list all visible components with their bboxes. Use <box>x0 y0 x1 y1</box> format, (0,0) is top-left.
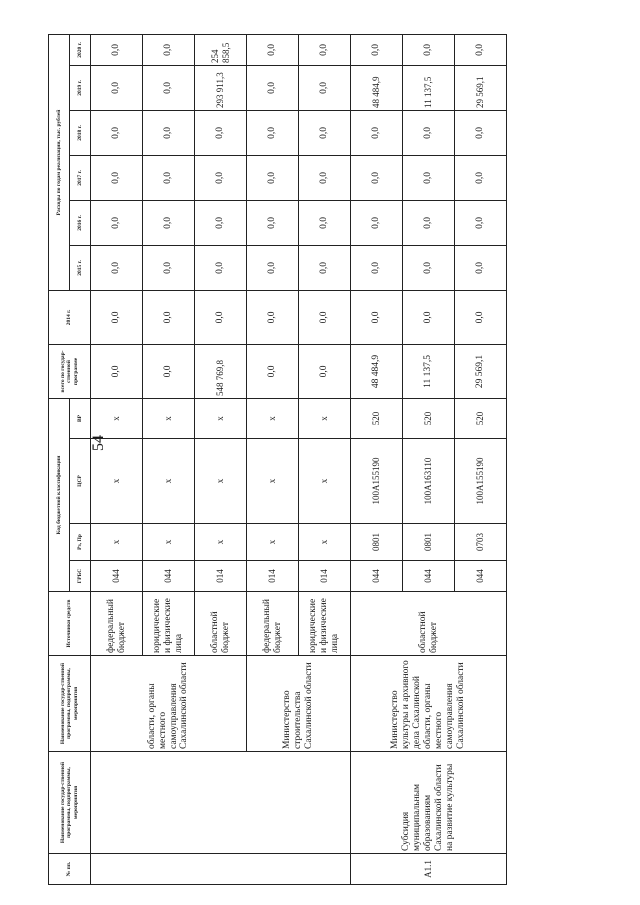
header-year-2014: 2014 г. <box>49 290 91 344</box>
rzpr-cell: x <box>195 524 247 561</box>
year-2016-cell: 0,0 <box>403 200 455 245</box>
year-2014-cell: 0,0 <box>143 290 195 344</box>
funding-source-cell: областной бюджет <box>195 592 247 656</box>
rzpr-cell: 0703 <box>455 524 507 561</box>
csr-cell: 100A155190 <box>351 439 403 524</box>
header-number: № пп. <box>49 854 91 885</box>
year-2015-cell: 0,0 <box>351 245 403 290</box>
year-2016-cell: 0,0 <box>91 200 143 245</box>
total-cell: 548 769,8 <box>195 344 247 398</box>
row-number: A1.1 <box>351 854 507 885</box>
year-2019-cell: 29 569,1 <box>455 65 507 110</box>
year-2014-cell: 0,0 <box>351 290 403 344</box>
year-2018-cell: 0,0 <box>299 110 351 155</box>
total-cell: 0,0 <box>143 344 195 398</box>
year-2020-cell: 0,0 <box>351 34 403 65</box>
header-vr: ВР <box>70 398 91 438</box>
funding-source-cell: юридические и физические лица <box>299 592 351 656</box>
year-2016-cell: 0,0 <box>247 200 299 245</box>
rzpr-cell: 0801 <box>403 524 455 561</box>
year-2018-cell: 0,0 <box>91 110 143 155</box>
csr-cell: x <box>247 439 299 524</box>
year-2014-cell: 0,0 <box>195 290 247 344</box>
year-2016-cell: 0,0 <box>455 200 507 245</box>
vr-cell: x <box>299 398 351 438</box>
year-2015-cell: 0,0 <box>299 245 351 290</box>
year-2014-cell: 0,0 <box>91 290 143 344</box>
rzpr-cell: x <box>143 524 195 561</box>
vr-cell: x <box>195 398 247 438</box>
year-2015-cell: 0,0 <box>143 245 195 290</box>
year-2019-cell: 48 484,9 <box>351 65 403 110</box>
year-2019-cell: 0,0 <box>91 65 143 110</box>
year-2016-cell: 0,0 <box>195 200 247 245</box>
header-year-2019: 2019 г. <box>70 65 91 110</box>
csr-cell: 100A163110 <box>403 439 455 524</box>
table-row <box>351 34 403 884</box>
year-2018-cell: 0,0 <box>351 110 403 155</box>
header-program-name: Наименование государ-ственной программы, подпрограммы, мероприятия <box>49 752 91 854</box>
program-name-cell <box>91 752 351 854</box>
header-year-2016: 2016 г. <box>70 200 91 245</box>
year-2019-cell: 0,0 <box>247 65 299 110</box>
rzpr-cell: x <box>91 524 143 561</box>
total-cell: 29 569,1 <box>455 344 507 398</box>
year-2019-cell: 0,0 <box>299 65 351 110</box>
grbs-cell: 044 <box>403 561 455 592</box>
grbs-cell: 014 <box>247 561 299 592</box>
year-2018-cell: 0,0 <box>455 110 507 155</box>
year-2019-cell: 293 911,3 <box>195 65 247 110</box>
year-2017-cell: 0,0 <box>351 155 403 200</box>
total-cell: 48 484,9 <box>351 344 403 398</box>
header-grbs: ГРБС <box>70 561 91 592</box>
csr-cell: x <box>91 439 143 524</box>
rotated-page <box>48 42 592 885</box>
year-2020-cell: 0,0 <box>455 34 507 65</box>
total-cell: 0,0 <box>247 344 299 398</box>
budget-table <box>48 34 507 885</box>
header-budget-classification: Код бюджетной классификации <box>49 398 70 591</box>
executor-cell: Министерство строительства Сахалинской области <box>247 656 351 752</box>
grbs-cell: 044 <box>143 561 195 592</box>
header-year-2017: 2017 г. <box>70 155 91 200</box>
csr-cell: x <box>299 439 351 524</box>
grbs-cell: 044 <box>351 561 403 592</box>
year-2017-cell: 0,0 <box>143 155 195 200</box>
year-2016-cell: 0,0 <box>143 200 195 245</box>
year-2020-cell: 0,0 <box>403 34 455 65</box>
header-rzpr: Рз, Пр <box>70 524 91 561</box>
year-2014-cell: 0,0 <box>247 290 299 344</box>
total-cell: 11 137,5 <box>403 344 455 398</box>
year-2017-cell: 0,0 <box>195 155 247 200</box>
header-year-2020: 2020 г. <box>70 34 91 65</box>
year-2017-cell: 0,0 <box>247 155 299 200</box>
year-2018-cell: 0,0 <box>195 110 247 155</box>
table-row <box>91 34 143 884</box>
year-2018-cell: 0,0 <box>143 110 195 155</box>
year-2020-cell: 0,0 <box>143 34 195 65</box>
grbs-cell: 044 <box>455 561 507 592</box>
header-year-2018: 2018 г. <box>70 110 91 155</box>
year-2020-cell: 0,0 <box>299 34 351 65</box>
year-2018-cell: 0,0 <box>403 110 455 155</box>
header-year-2015: 2015 г. <box>70 245 91 290</box>
year-2017-cell: 0,0 <box>403 155 455 200</box>
vr-cell: x <box>143 398 195 438</box>
funding-source-cell: федеральный бюджет <box>91 592 143 656</box>
header-executor: Наименование государ-ственной программы, подпрограммы, мероприятия <box>49 656 91 752</box>
grbs-cell: 014 <box>195 561 247 592</box>
year-2017-cell: 0,0 <box>455 155 507 200</box>
executor-cell: области, органы местного самоуправления Сахалинской области <box>91 656 247 752</box>
funding-source-cell: федеральный бюджет <box>247 592 299 656</box>
year-2017-cell: 0,0 <box>91 155 143 200</box>
header-csr: ЦСР <box>70 439 91 524</box>
vr-cell: x <box>91 398 143 438</box>
csr-cell: x <box>195 439 247 524</box>
grbs-cell: 014 <box>299 561 351 592</box>
vr-cell: 520 <box>403 398 455 438</box>
year-2017-cell: 0,0 <box>299 155 351 200</box>
csr-cell: 100A155190 <box>455 439 507 524</box>
year-2014-cell: 0,0 <box>403 290 455 344</box>
year-2016-cell: 0,0 <box>351 200 403 245</box>
year-2019-cell: 11 137,5 <box>403 65 455 110</box>
year-2014-cell: 0,0 <box>299 290 351 344</box>
csr-cell: x <box>143 439 195 524</box>
year-2020-cell: 254 858,5 <box>195 34 247 65</box>
total-cell: 0,0 <box>91 344 143 398</box>
rzpr-cell: x <box>299 524 351 561</box>
year-2020-cell: 0,0 <box>91 34 143 65</box>
executor-cell: Министерство культуры и архивного дела Сахалинской области, органы местного самоуправления Сахалинской области <box>351 656 507 752</box>
year-2015-cell: 0,0 <box>195 245 247 290</box>
program-name-cell: Субсидия муниципальным образованиям Сахалинской области на развитие культуры <box>351 752 507 854</box>
vr-cell: 520 <box>455 398 507 438</box>
header-total: всего по государ-ственной программе <box>49 344 91 398</box>
header-funding-source: Источники средств <box>49 592 91 656</box>
year-2020-cell: 0,0 <box>247 34 299 65</box>
grbs-cell: 044 <box>91 561 143 592</box>
funding-source-cell: областной бюджет <box>351 592 507 656</box>
vr-cell: x <box>247 398 299 438</box>
rzpr-cell: x <box>247 524 299 561</box>
page-number: 54 <box>90 435 107 451</box>
header-expenses-group: Расходы по годам реализации, тыс. рублей <box>49 34 70 290</box>
vr-cell: 520 <box>351 398 403 438</box>
year-2018-cell: 0,0 <box>247 110 299 155</box>
rzpr-cell: 0801 <box>351 524 403 561</box>
year-2014-cell: 0,0 <box>455 290 507 344</box>
funding-source-cell: юридические и физические лица <box>143 592 195 656</box>
year-2015-cell: 0,0 <box>91 245 143 290</box>
year-2015-cell: 0,0 <box>455 245 507 290</box>
year-2015-cell: 0,0 <box>403 245 455 290</box>
total-cell: 0,0 <box>299 344 351 398</box>
row-number <box>91 854 351 885</box>
year-2019-cell: 0,0 <box>143 65 195 110</box>
year-2015-cell: 0,0 <box>247 245 299 290</box>
year-2016-cell: 0,0 <box>299 200 351 245</box>
